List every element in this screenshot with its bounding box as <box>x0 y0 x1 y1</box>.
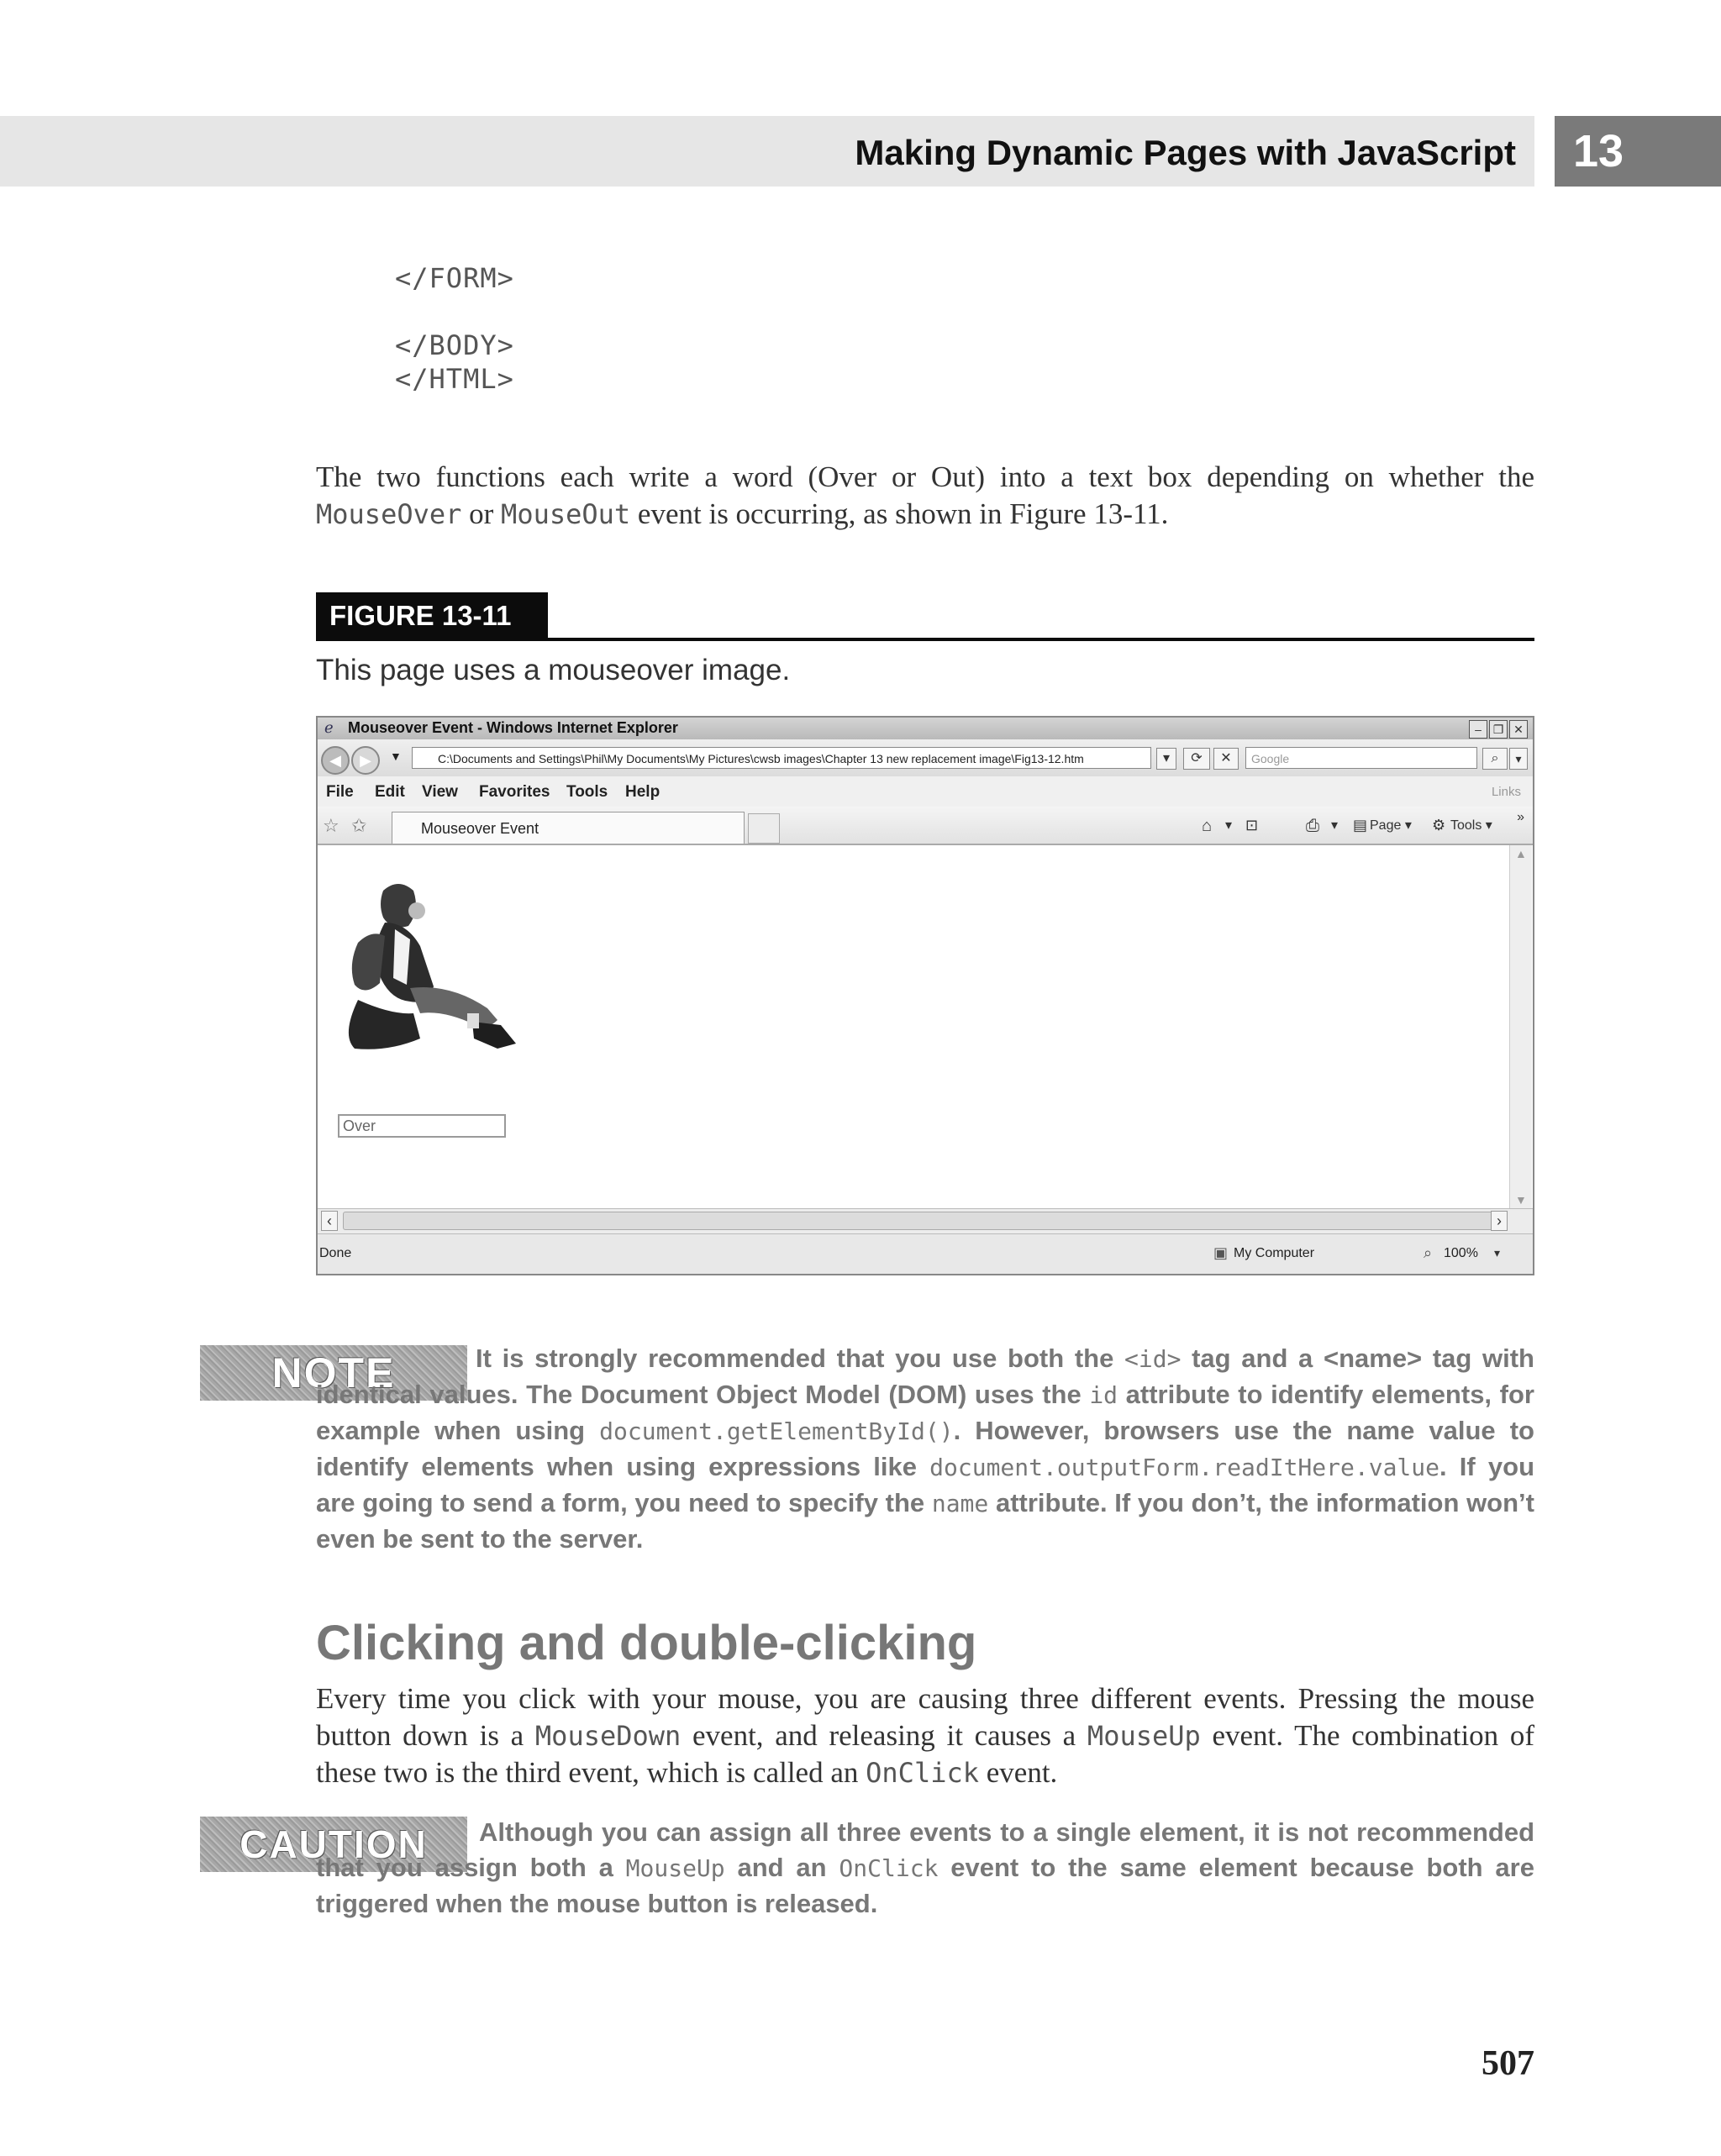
inline-code: MouseDown <box>534 1720 682 1752</box>
note-segment: attribute to identify elements, for example when using <box>316 1380 1534 1445</box>
inline-code: name <box>931 1490 989 1517</box>
tools-menu[interactable]: Tools ▾ <box>1450 818 1492 833</box>
browser-screenshot <box>316 716 1534 1275</box>
stop-icon[interactable]: ✕ <box>1213 748 1239 770</box>
note-segment: . However, browsers use the name value to identify elements when using expressions like <box>316 1416 1534 1481</box>
code-line: </BODY> <box>395 329 514 361</box>
page-menu[interactable]: Page ▾ <box>1370 818 1412 833</box>
zoom-dropdown-icon[interactable]: ▾ <box>1494 1246 1501 1259</box>
running-header-title: Making Dynamic Pages with JavaScript <box>855 133 1516 172</box>
note-badge: NOTE <box>200 1345 467 1401</box>
status-bar <box>318 1233 1533 1275</box>
scroll-left-icon[interactable]: ‹ <box>321 1211 338 1231</box>
inline-code: MouseOver <box>316 498 462 530</box>
note-segment: It is strongly recommended that you use both the <box>476 1344 1124 1373</box>
computer-icon: ▣ <box>1213 1244 1229 1261</box>
menu-tools[interactable]: Tools <box>566 783 608 801</box>
section-text: event. <box>979 1756 1058 1789</box>
page-number: 507 <box>1482 2044 1534 2083</box>
section-text: event, and releasing it causes a <box>681 1719 1087 1752</box>
section-heading: Clicking and double-clicking <box>316 1616 977 1670</box>
note-segment: . If you are going to send a form, you need to specify the <box>316 1452 1535 1517</box>
home-icon[interactable]: ⌂ <box>1202 817 1213 835</box>
favorites-star-icon[interactable]: ☆ <box>323 815 339 836</box>
forward-icon[interactable]: ▶ <box>351 746 380 775</box>
chapter-number-tab: 13 <box>1555 116 1721 187</box>
more-chevron-icon[interactable]: » <box>1517 810 1524 824</box>
intro-text: or <box>461 497 502 530</box>
search-icon[interactable]: ⌕ <box>1482 748 1508 770</box>
vertical-scrollbar[interactable] <box>1509 845 1532 1208</box>
caution-segment: event to the same element because both are triggered when the mouse button is released. <box>316 1853 1534 1918</box>
maximize-icon[interactable]: ❐ <box>1489 720 1508 739</box>
section-text: Every time you click with your mouse, you are causing three different events. Pressing the mouse button down is a <box>316 1682 1534 1752</box>
scroll-right-icon[interactable]: › <box>1491 1211 1508 1231</box>
add-favorite-icon[interactable]: ✩ <box>351 815 367 836</box>
note-segment: tag and a <name> tag with identical values. The Document Object Model (DOM) uses the <box>316 1344 1534 1409</box>
inline-code: <id> <box>1124 1345 1182 1373</box>
code-line: </FORM> <box>395 262 514 294</box>
code-line: </HTML> <box>395 363 514 395</box>
address-field[interactable]: C:\Documents and Settings\Phil\My Documents\My Pictures\cwsb images\Chapter 13 new replacement image\Fig13-12.htm <box>412 747 1151 769</box>
home-dropdown-icon[interactable]: ▾ <box>1225 818 1233 833</box>
intro-text: event is occurring, as shown in Figure 13-11. <box>630 497 1169 530</box>
feeds-icon[interactable]: ⊡ <box>1245 817 1259 833</box>
intro-paragraph <box>316 459 1534 533</box>
menu-edit[interactable]: Edit <box>375 783 405 801</box>
search-options-icon[interactable]: ▾ <box>1509 748 1528 770</box>
menu-bar <box>318 776 1533 807</box>
caution-text <box>316 1815 1534 1922</box>
note-segment: attribute. If you don’t, the information won’t even be sent to the server. <box>316 1488 1534 1554</box>
inline-code: OnClick <box>839 1854 939 1882</box>
inline-code: id <box>1089 1381 1118 1409</box>
inline-code: document.outputForm.readItHere.value <box>929 1454 1440 1481</box>
ie-logo-icon: ℯ <box>324 719 334 736</box>
tab-mouseover-event[interactable]: Mouseover Event <box>392 812 745 844</box>
horizontal-scrollbar[interactable] <box>318 1208 1533 1234</box>
print-dropdown-icon[interactable]: ▾ <box>1331 818 1339 833</box>
zoom-level[interactable]: 100% <box>1444 1246 1478 1260</box>
inline-code: MouseOut <box>501 498 631 530</box>
gear-icon: ⚙ <box>1432 817 1446 833</box>
mouseover-image[interactable] <box>333 874 585 1084</box>
back-icon[interactable]: ◀ <box>321 746 350 775</box>
status-text: Done <box>319 1246 352 1260</box>
inline-code: MouseUp <box>625 1854 725 1882</box>
inline-code: MouseUp <box>1087 1720 1201 1752</box>
caution-badge: CAUTION <box>200 1817 467 1872</box>
section-paragraph <box>316 1680 1534 1791</box>
note-text <box>316 1341 1534 1557</box>
print-icon[interactable]: ⎙ <box>1306 817 1319 835</box>
page-icon: ▤ <box>1353 817 1368 833</box>
figure-label: FIGURE 13-11 <box>316 592 548 639</box>
scroll-thumb[interactable] <box>343 1212 1492 1230</box>
zoom-icon: ⌕ <box>1424 1244 1433 1261</box>
menu-file[interactable]: File <box>326 783 354 801</box>
close-icon[interactable]: ✕ <box>1509 720 1528 739</box>
address-toolbar <box>318 739 1533 777</box>
window-titlebar <box>318 718 1533 739</box>
menu-favorites[interactable]: Favorites <box>479 783 550 801</box>
address-dropdown-icon[interactable]: ▾ <box>1156 748 1176 770</box>
section-text: event. The combination of these two is the third event, which is called an <box>316 1719 1535 1789</box>
inline-code: OnClick <box>866 1757 979 1789</box>
links-toolbar[interactable]: Links <box>1491 785 1521 799</box>
scroll-up-icon[interactable]: ▲ <box>1515 847 1527 860</box>
history-dropdown-icon[interactable]: ▼ <box>390 749 402 763</box>
figure-rule <box>316 638 1534 641</box>
caution-segment: Although you can assign all three events to a single element, it is not recommended that you assign both a <box>316 1817 1534 1882</box>
page-content <box>318 845 1509 1208</box>
search-field[interactable]: Google <box>1245 747 1477 769</box>
inline-code: document.getElementById() <box>599 1417 954 1445</box>
figure-caption: This page uses a mouseover image. <box>316 654 791 686</box>
scroll-down-icon[interactable]: ▼ <box>1515 1193 1527 1207</box>
menu-help[interactable]: Help <box>625 783 661 801</box>
menu-view[interactable]: View <box>422 783 458 801</box>
caution-segment: and an <box>724 1853 839 1882</box>
output-text-field[interactable]: Over <box>338 1114 506 1138</box>
security-zone: My Computer <box>1234 1246 1315 1260</box>
minimize-icon[interactable]: – <box>1469 720 1487 739</box>
refresh-icon[interactable]: ⟳ <box>1183 748 1210 770</box>
new-tab-button[interactable] <box>748 813 780 844</box>
tab-toolbar <box>318 807 1533 845</box>
window-title: Mouseover Event - Windows Internet Explorer <box>348 719 678 736</box>
intro-text: The two functions each write a word (Over or Out) into a text box depending on whether the <box>316 460 1534 493</box>
